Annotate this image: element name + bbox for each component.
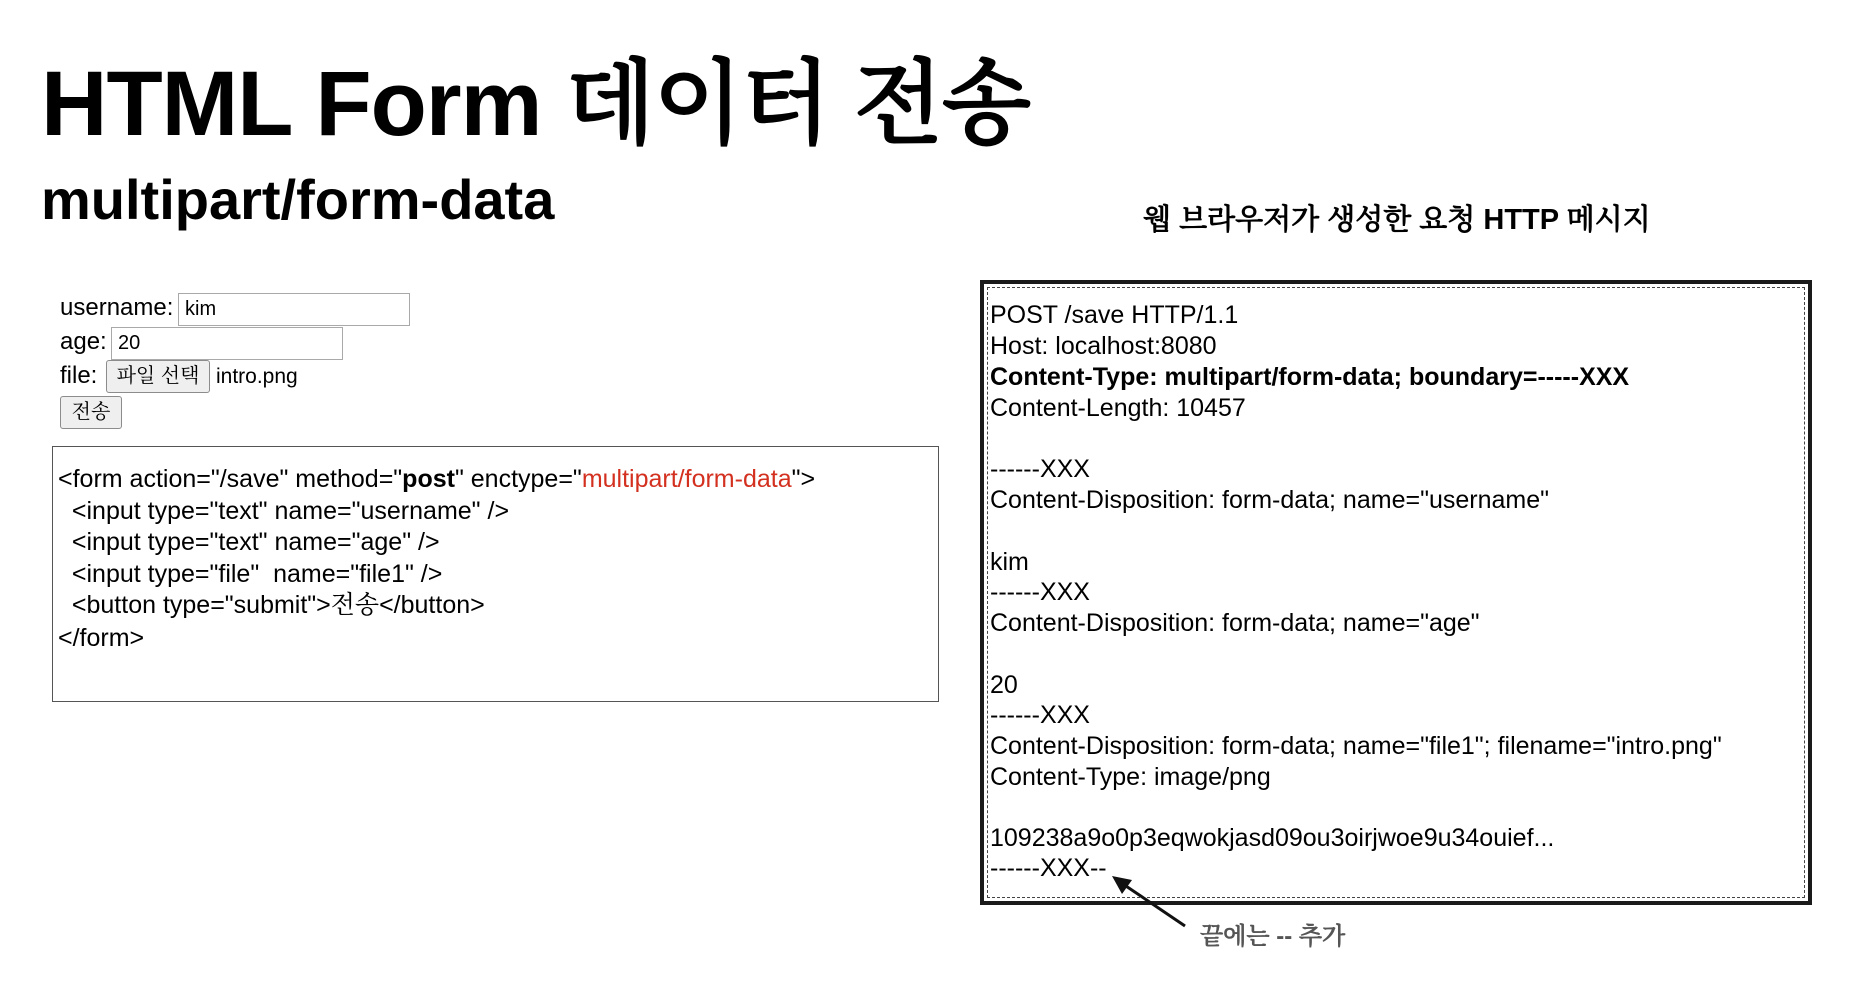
boundary-end-note: 끝에는 -- 추가	[1200, 923, 1346, 950]
username-label: username:	[60, 294, 174, 321]
code-line-4: <input type="file" name="file1" />	[58, 560, 443, 588]
code-line-6: </form>	[58, 624, 145, 652]
http-line: POST /save HTTP/1.1	[990, 301, 1239, 329]
file-label: file:	[60, 362, 98, 389]
page-title: HTML Form 데이터 전송	[41, 53, 1030, 155]
http-line: Content-Type: multipart/form-data; boundary=-----XXX	[990, 363, 1630, 391]
username-input[interactable]: kim	[178, 293, 410, 326]
code-enctype-prefix: " enctype="	[454, 465, 582, 493]
submit-button[interactable]: 전송	[60, 396, 122, 429]
http-line: Content-Disposition: form-data; name="file1"; filename="intro.png"	[990, 732, 1722, 760]
http-line: ------XXX	[990, 701, 1090, 729]
http-line: Content-Type: image/png	[990, 763, 1271, 791]
age-label: age:	[60, 328, 107, 355]
file-name: intro.png	[216, 365, 298, 388]
code-line-3: <input type="text" name="age" />	[58, 528, 440, 556]
code-line-1	[58, 467, 815, 492]
code-form-prefix: <form action="/save" method="	[58, 465, 403, 493]
http-line: 20	[990, 671, 1018, 699]
http-line: 109238a9o0p3eqwokjasd09ou3oirjwoe9u34ouief...	[990, 824, 1555, 852]
http-line: Content-Disposition: form-data; name="username"	[990, 486, 1549, 514]
http-line: ------XXX	[990, 578, 1090, 606]
http-line: Content-Length: 10457	[990, 394, 1246, 422]
http-line: Content-Disposition: form-data; name="age"	[990, 609, 1480, 637]
http-line: kim	[990, 548, 1029, 576]
http-line: ------XXX	[990, 455, 1090, 483]
age-input[interactable]: 20	[111, 327, 343, 360]
code-method-value: post	[402, 465, 455, 493]
arrow-up-left-icon	[1100, 870, 1200, 940]
http-caption: 웹 브라우저가 생성한 요청 HTTP 메시지	[1143, 204, 1651, 236]
code-line-2: <input type="text" name="username" />	[58, 497, 510, 525]
code-line-5: <button type="submit">전송</button>	[58, 591, 485, 619]
code-form-suffix: ">	[791, 465, 816, 493]
code-enctype-value: multipart/form-data	[581, 465, 792, 493]
http-line: ------XXX--	[990, 854, 1107, 882]
page-subtitle: multipart/form-data	[41, 168, 555, 231]
file-select-button[interactable]: 파일 선택	[106, 360, 210, 393]
http-line: Host: localhost:8080	[990, 332, 1217, 360]
